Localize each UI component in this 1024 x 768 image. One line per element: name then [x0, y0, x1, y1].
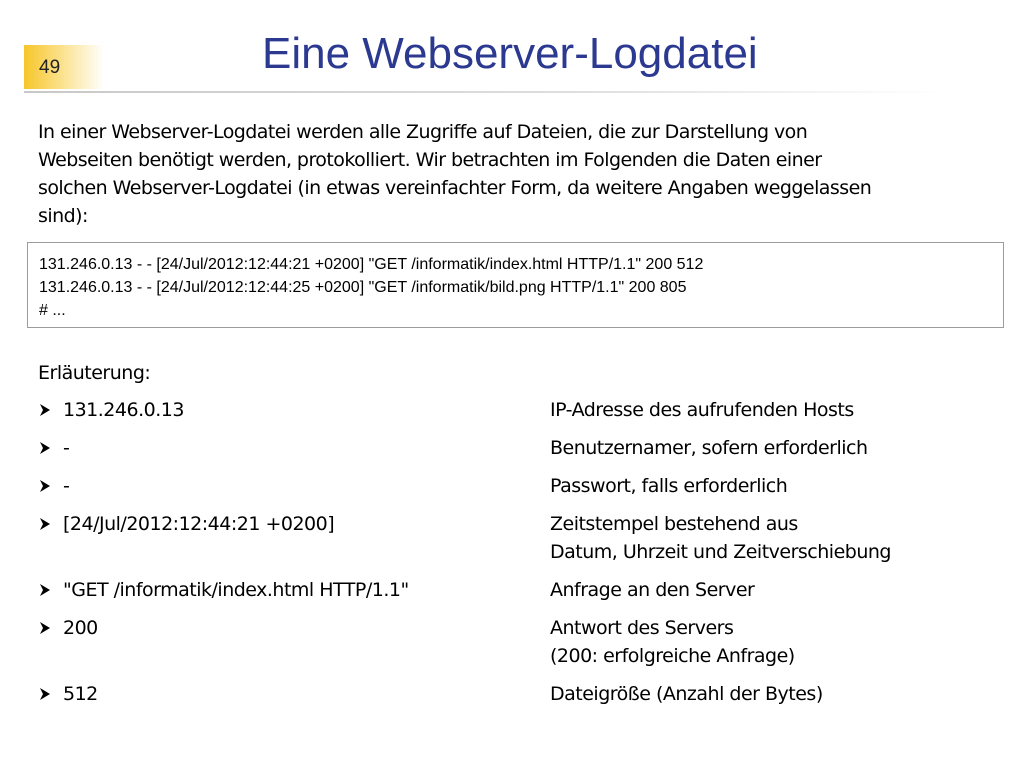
item-description: Zeitstempel bestehend aus Datum, Uhrzeit und Zeitverschiebung [550, 513, 891, 563]
slide-title: Eine Webserver-Logdatei [262, 29, 758, 78]
log-line: 131.246.0.13 - - [24/Jul/2012:12:44:21 +0200] "GET /informatik/index.html HTTP/1.1" 200 512 [39, 256, 704, 273]
log-line: 131.246.0.13 - - [24/Jul/2012:12:44:25 +0200] "GET /informatik/bild.png HTTP/1.1" 200 805 [39, 279, 687, 296]
item-term: 200 [63, 617, 98, 639]
item-description: Antwort des Servers (200: erfolgreiche Anfrage) [550, 617, 795, 667]
item-description: Dateigröße (Anzahl der Bytes) [550, 683, 823, 705]
item-term: "GET /informatik/index.html HTTP/1.1" [63, 579, 409, 601]
item-term: 512 [63, 683, 98, 705]
arrowhead-bullet-icon [38, 472, 60, 500]
slide-number-badge [24, 45, 104, 89]
arrowhead-bullet-icon [38, 576, 60, 604]
item-description: Anfrage an den Server [550, 579, 755, 601]
intro-line: Webseiten benötigt werden, protokolliert. Wir betrachten im Folgenden die Daten einer [38, 149, 822, 171]
arrowhead-bullet-icon [38, 396, 60, 424]
item-term: - [63, 475, 70, 497]
log-line: # ... [39, 302, 66, 319]
slide-number: 49 [39, 57, 61, 78]
item-description: Benutzernamer, sofern erforderlich [550, 437, 868, 459]
arrowhead-bullet-icon [38, 434, 60, 462]
item-description: IP-Adresse des aufrufenden Hosts [550, 399, 854, 421]
item-description: Passwort, falls erforderlich [550, 475, 788, 497]
item-term: - [63, 437, 70, 459]
arrowhead-bullet-icon [38, 510, 60, 538]
intro-line: solchen Webserver-Logdatei (in etwas vereinfachter Form, da weitere Angaben weggelassen [38, 177, 872, 199]
arrowhead-bullet-icon [38, 680, 60, 708]
title-divider [24, 91, 944, 93]
item-term: 131.246.0.13 [63, 399, 184, 421]
intro-line: In einer Webserver-Logdatei werden alle Zugriffe auf Dateien, die zur Darstellung von [38, 121, 808, 143]
intro-paragraph [38, 118, 988, 230]
log-excerpt-box [27, 242, 1004, 328]
arrowhead-bullet-icon [38, 614, 60, 642]
intro-line: sind): [38, 205, 88, 227]
item-term: [24/Jul/2012:12:44:21 +0200] [63, 513, 335, 535]
explanation-heading: Erläuterung: [38, 362, 151, 384]
